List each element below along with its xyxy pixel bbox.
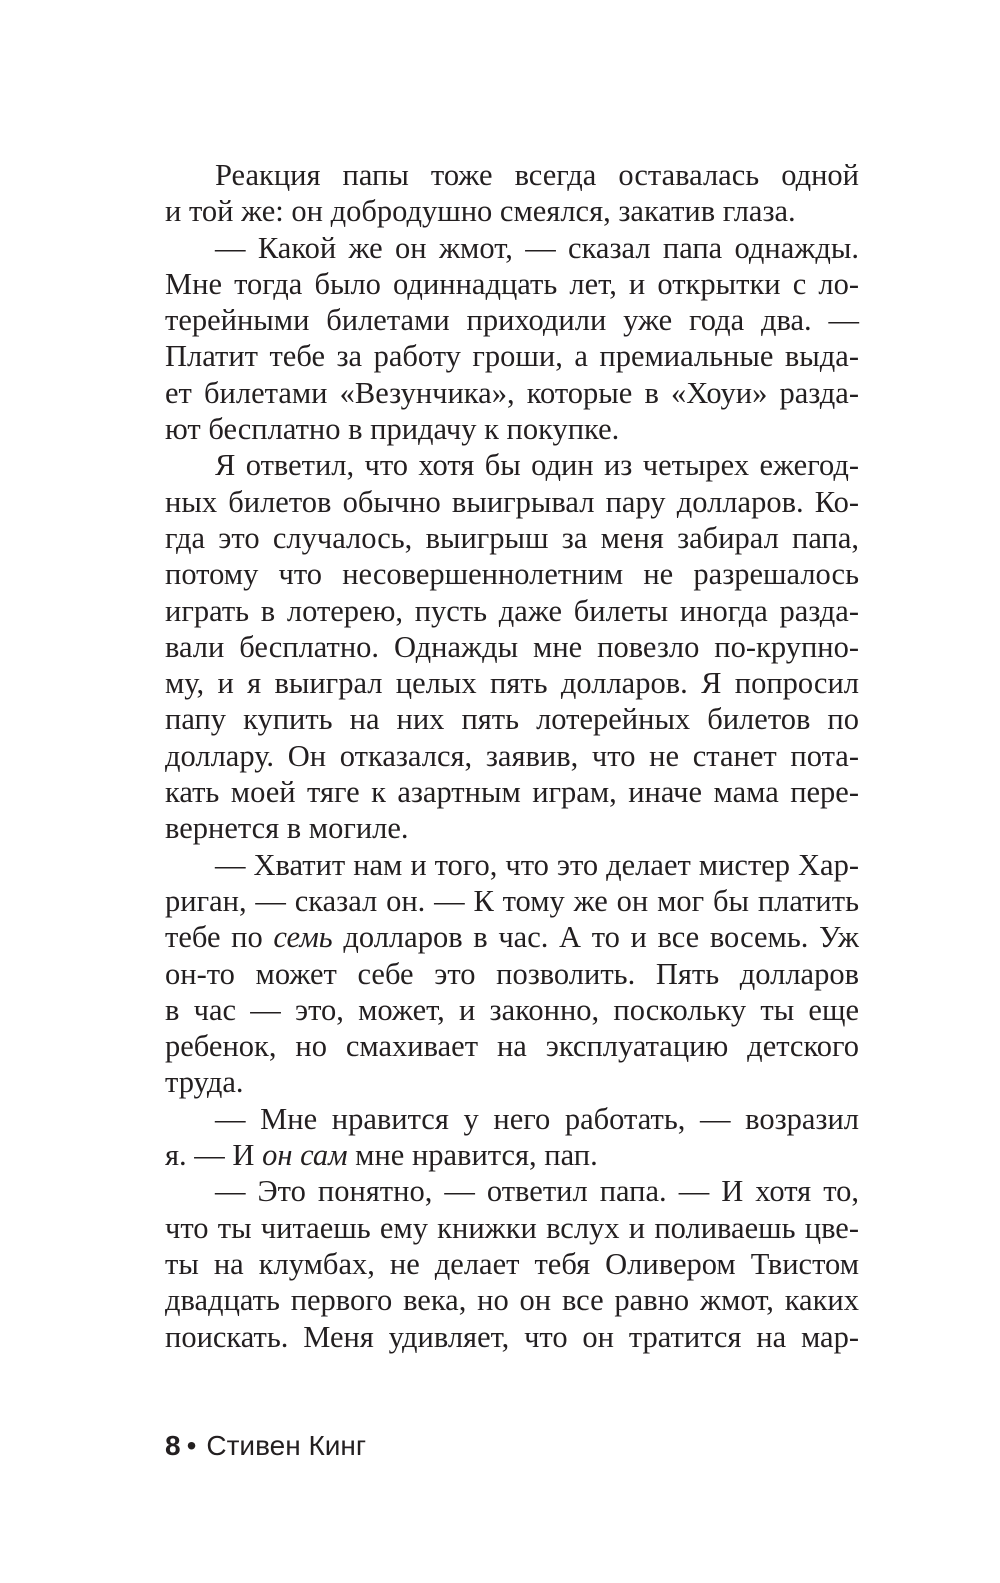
text-line: Мне тогда было одиннадцать лет, и открытки с ло- bbox=[165, 266, 859, 301]
text-line: ет билетами «Везунчика», которые в «Хоуи» разда- bbox=[165, 375, 859, 410]
body-text bbox=[165, 157, 859, 1355]
text-line bbox=[165, 919, 859, 955]
text-line: — Мне нравится у него работать, — возразил bbox=[215, 1101, 859, 1136]
page-number: 8 bbox=[165, 1430, 181, 1461]
text-line: труда. bbox=[165, 1065, 244, 1100]
text-line: ребенок, но смахивает на эксплуатацию детского bbox=[165, 1029, 859, 1064]
text-line: папу купить на них пять лотерейных билетов по bbox=[165, 702, 859, 737]
text-run: мне нравится, пап. bbox=[347, 1138, 598, 1173]
text-line: ных билетов обычно выигрывал пару долларов. Ко- bbox=[165, 484, 859, 519]
text-run: тебе по bbox=[165, 920, 274, 955]
text-line: в час — это, может, и законно, поскольку ты еще bbox=[165, 992, 859, 1027]
text-run: я. — И bbox=[165, 1138, 263, 1173]
text-line: кать моей тяге к азартным играм, иначе мама пере- bbox=[165, 775, 859, 810]
text-line: поискать. Меня удивляет, что он тратится на мар- bbox=[165, 1319, 859, 1354]
bullet-separator: • bbox=[186, 1430, 197, 1461]
author-name: Стивен Кинг bbox=[206, 1430, 367, 1461]
text-line: ты на клумбах, не делает тебя Оливером Твистом bbox=[165, 1246, 859, 1281]
text-line: что ты читаешь ему книжки вслух и поливаешь цве- bbox=[165, 1210, 859, 1245]
text-line: Реакция папы тоже всегда оставалась одной bbox=[215, 158, 859, 192]
text-line: — Хватит нам и того, что это делает мистер Хар- bbox=[215, 847, 859, 882]
text-line: Я ответил, что хотя бы один из четырех ежегод- bbox=[215, 448, 859, 483]
text-line: — Это понятно, — ответил папа. — И хотя то, bbox=[215, 1174, 859, 1209]
italic-emphasis: он сам bbox=[262, 1138, 348, 1173]
italic-emphasis: семь bbox=[273, 920, 333, 955]
page-footer bbox=[165, 1428, 366, 1464]
text-line: вали бесплатно. Однажды мне повезло по-крупно- bbox=[165, 629, 859, 664]
text-line: Платит тебе за работу гроши, а премиальные выда- bbox=[165, 339, 859, 374]
text-line: потому что несовершеннолетним не разрешалось bbox=[165, 557, 859, 592]
text-line: терейными билетами приходили уже года два. — bbox=[165, 303, 859, 338]
text-line: вернется в могиле. bbox=[165, 811, 409, 846]
text-run: долларов в час. А то и все восемь. Уж bbox=[332, 920, 859, 955]
text-line: риган, — сказал он. — К тому же он мог бы платить bbox=[165, 883, 859, 918]
text-line: и той же: он добродушно смеялся, закатив глаза. bbox=[165, 194, 796, 229]
text-line: двадцать первого века, но он все равно жмот, каких bbox=[165, 1283, 859, 1318]
text-line: — Какой же он жмот, — сказал папа однажды. bbox=[215, 230, 859, 265]
text-line: играть в лотерею, пусть даже билеты иногда разда- bbox=[165, 593, 859, 628]
text-line: му, и я выиграл целых пять долларов. Я попросил bbox=[165, 666, 859, 701]
text-line: гда это случалось, выигрыш за меня забирал папа, bbox=[165, 520, 859, 555]
text-line: он-то может себе это позволить. Пять долларов bbox=[165, 956, 859, 991]
text-line: ют бесплатно в придачу к покупке. bbox=[165, 412, 620, 447]
text-line: доллару. Он отказался, заявив, что не станет пота- bbox=[165, 738, 859, 773]
text-line bbox=[165, 1137, 859, 1173]
